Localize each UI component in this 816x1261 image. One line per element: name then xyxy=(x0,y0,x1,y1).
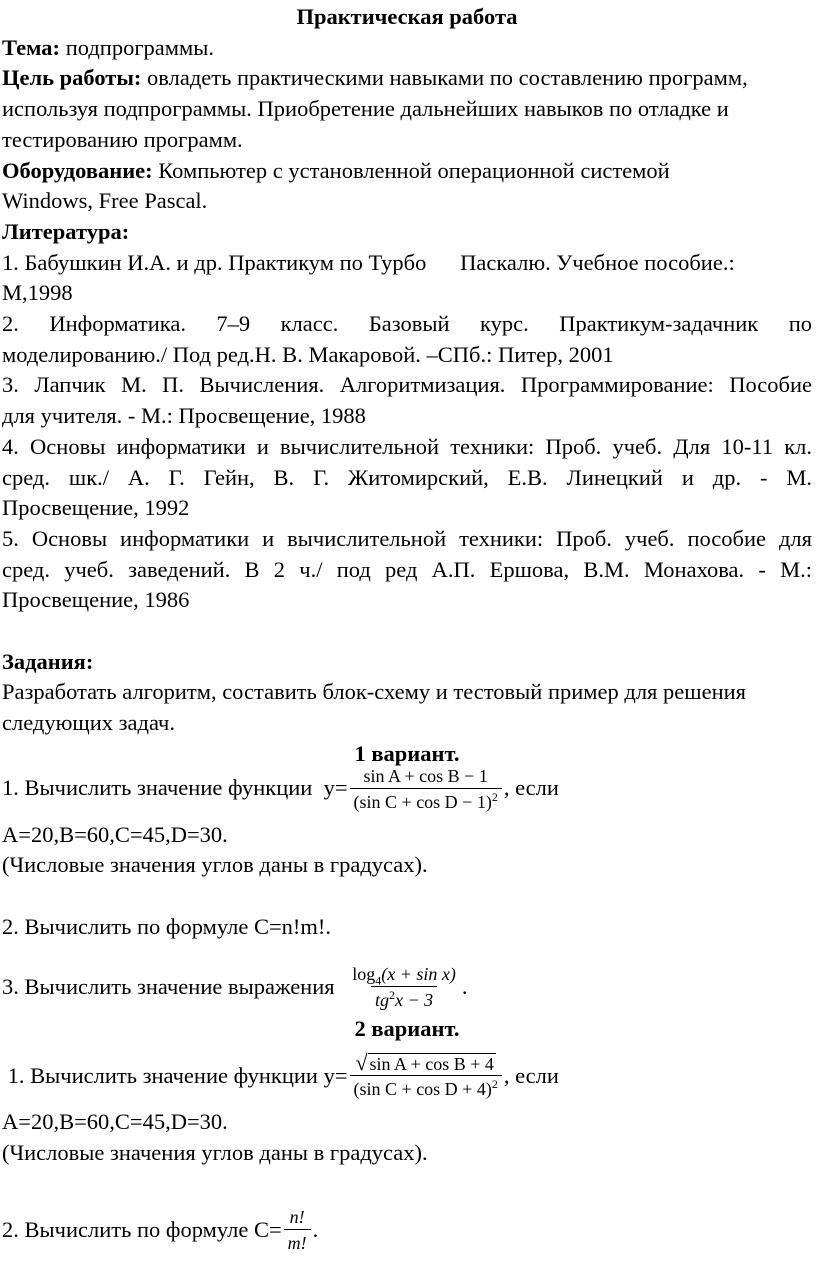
lit-item-5-l1: 5. Основы информатики и вычислительной техники: Проб. учеб. пособие для xyxy=(2,525,812,551)
v2-task-1: 1. Вычислить значение функции y= √ sin A + cos B + 4 (sin C + cos D + 4)$^2$ , если xyxy=(2,1050,559,1100)
topic-label: Тема: xyxy=(2,34,61,60)
v2-task-2: 2. Вычислить по формуле C= $\frac{n!}{m!}$ . xyxy=(2,1207,319,1254)
goal-line-2: используя подпрограммы. Приобретение дальнейших навыков по отладке и xyxy=(2,96,729,122)
v1-note: (Числовые значения углов даны в градусах). xyxy=(2,852,428,878)
variant-2-heading: 2 вариант. xyxy=(354,1016,460,1042)
v1-task-3: 3. Вычислить значение выражения $\frac{\log_4(x + \sin x)}{tg^2x - 3}$ . xyxy=(2,964,468,1011)
v1-task-1-fraction: $\frac{\text{sin A + cos B − 1}}{(\sin C + \cos D - 1)^2}$ xyxy=(350,765,502,813)
tasks-line-2: следующих задач. xyxy=(2,710,176,736)
tasks-line-1: Разработать алгоритм, составить блок-схему и тестовый пример для решения xyxy=(2,679,747,705)
lit-item-4-l2: сред. шк./ А. Г. Гейн, В. Г. Житомирский, Е.В. Линецкий и др. - М. xyxy=(2,464,812,490)
goal-line-3: тестированию программ. xyxy=(2,126,243,152)
v1-task-2: 2. Вычислить по формуле C=n!m!. xyxy=(2,913,332,939)
lit-item-2-l2: моделированию./ Под ред.Н. В. Макаровой. –СПб.: Питер, 2001 xyxy=(2,341,614,367)
lit-item-1-l1: 1. Бабушкин И.А. и др. Практикум по Турбо Паскалю. Учебное пособие.: xyxy=(2,249,735,275)
document-page xyxy=(2,2,812,1261)
lit-item-5-l2: сред. учеб. заведений. В 2 ч./ под ред А.П. Ершова, В.М. Монахова. - М.: xyxy=(2,556,812,582)
v2-values: A=20,B=60,C=45,D=30. xyxy=(2,1109,228,1135)
doc-title: Практическая работа xyxy=(296,4,518,29)
literature-heading: Литература: xyxy=(2,218,130,244)
equipment-line-2: Windows, Free Pascal. xyxy=(2,188,208,214)
v2-note: (Числовые значения углов даны в градусах). xyxy=(2,1139,428,1165)
topic-value: подпрограммы. xyxy=(60,34,215,60)
lit-item-3-l1: 3. Лапчик М. П. Вычисления. Алгоритмизация. Программирование: Пособие xyxy=(2,372,812,398)
topic-line xyxy=(2,33,812,64)
v1-values: A=20,B=60,C=45,D=30. xyxy=(2,821,228,847)
v1-task-1: 1. Вычислить значение функции y= $\frac{\text{sin A + cos B − 1}}{(\sin C + \cos D - 1)^2}$ , если xyxy=(2,765,559,812)
lit-item-3-l2: для учителя. - М.: Просвещение, 1988 xyxy=(2,403,366,429)
variant-1-heading: 1 вариант. xyxy=(354,740,460,766)
equipment-line-1: Оборудование: Компьютер с установленной операционной системой xyxy=(2,157,670,183)
lit-item-2-l1: 2. Информатика. 7–9 класс. Базовый курс. Практикум-задачник по xyxy=(2,311,812,337)
tasks-heading: Задания: xyxy=(2,648,94,674)
v1-task-3-fraction: $\frac{\log_4(x + \sin x)}{tg^2x - 3}$ xyxy=(352,964,456,1011)
sqrt-sign-icon: √ xyxy=(355,1050,368,1076)
lit-item-4-l1: 4. Основы информатики и вычислительной техники: Проб. учеб. Для 10-11 кл. xyxy=(2,433,812,459)
v2-task-2-fraction: $\frac{n!}{m!}$ xyxy=(284,1206,311,1254)
equipment-label: Оборудование: xyxy=(2,157,153,183)
v2-task-1-fraction: √ sin A + cos B + 4 (sin C + cos D + 4)$^2$ xyxy=(350,1052,502,1100)
lit-item-5-l3: Просвещение, 1986 xyxy=(2,587,190,613)
lit-item-1-l2: М,1998 xyxy=(2,280,73,306)
goal-label: Цель работы: xyxy=(2,65,142,91)
goal-line-1: Цель работы: овладеть практическими навыками по составлению программ, xyxy=(2,65,748,91)
lit-item-4-l3: Просвещение, 1992 xyxy=(2,495,190,521)
